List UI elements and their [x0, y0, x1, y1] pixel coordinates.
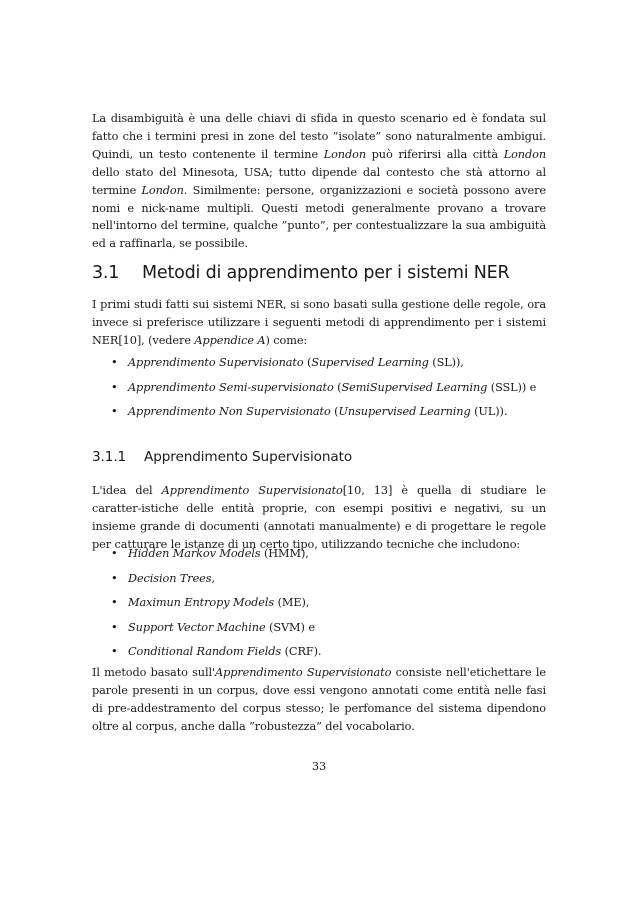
item-term-english: Unsupervised Learning: [338, 405, 471, 418]
bullet-icon: •: [111, 380, 118, 394]
appendix-reference: Appendice A: [194, 333, 266, 347]
text-span: (: [333, 380, 342, 394]
item-term: Apprendimento Non Supervisionato: [128, 405, 331, 418]
text-span: . Similmente: persone, organizzazioni e società possono avere nomi e nick-name multipli. Questi metodi generalmente provano a trovare nell'intorno del termine, qualche ”punto”, per contestualizzare la sua ambiguità ed a raffinarla, se possibile.: [92, 183, 546, 251]
text-span: ,: [211, 571, 215, 585]
text-span: La disambiguità è una delle chiavi di sfida in questo scenario ed è fondata sul fatto che i termini presi in zone del testo ”isolate” sono naturalmente ambigui. Quindi, un testo contenente il termine: [92, 112, 546, 161]
bullet-icon: •: [111, 356, 118, 369]
text-span: (SVM) e: [265, 620, 315, 634]
list-item: [92, 379, 546, 404]
list-item: [92, 403, 546, 428]
techniques-list: [92, 545, 546, 668]
term-london: London: [503, 147, 546, 161]
list-item: [92, 619, 546, 644]
text-span: (SSL)) e: [487, 380, 537, 394]
item-term: Apprendimento Semi-supervisionato: [128, 380, 334, 394]
text-span: è quella di studiare le caratter-istiche delle entità proprie, con esempi positivi e negativi, su un insieme grande di documenti (annotati manualmente) e di progettare le regole per catturare le istanze di un certo tipo, utilizzando tecniche che includono:: [92, 484, 546, 551]
list-item: [92, 545, 546, 570]
bullet-icon: •: [111, 596, 118, 609]
citation-link[interactable]: [10]: [118, 333, 142, 347]
item-term: Maximun Entropy Models: [128, 596, 275, 609]
item-term: Support Vector Machine: [128, 620, 266, 634]
bullet-icon: •: [111, 645, 118, 658]
section-number: 3.1: [92, 263, 120, 283]
text-span: , (vedere: [141, 333, 195, 347]
subsection-number: 3.1.1: [92, 449, 127, 465]
term-london: London: [323, 147, 366, 161]
item-term: Hidden Markov Models: [128, 547, 261, 560]
section-heading: [92, 262, 546, 284]
text-span: (HMM),: [260, 547, 309, 560]
text-span: L'idea del: [92, 484, 162, 497]
subsection-heading: [92, 448, 546, 466]
bullet-icon: •: [111, 405, 118, 418]
item-term-english: SemiSupervised Learning: [341, 380, 488, 394]
list-item: [92, 570, 546, 595]
text-span: (UL)).: [470, 405, 508, 418]
item-term-english: Supervised Learning: [311, 356, 429, 369]
paragraph-supervised-idea: [92, 482, 546, 554]
item-term: Conditional Random Fields: [128, 645, 282, 658]
text-span: ) come:: [265, 333, 308, 347]
text-span: (: [330, 405, 339, 418]
bullet-icon: •: [111, 571, 118, 585]
text-span: (CRF).: [281, 645, 322, 658]
paragraph-disambiguation: [92, 110, 546, 253]
text-span: Il metodo basato sull': [92, 666, 216, 679]
subsection-title: Apprendimento Supervisionato: [144, 449, 353, 465]
italic-term: Apprendimento Supervisionato: [161, 484, 343, 497]
page-number: 33: [311, 760, 327, 773]
citation-link[interactable]: [10, 13]: [342, 484, 393, 497]
paragraph-supervised-method: [92, 664, 546, 736]
list-item: [92, 354, 546, 379]
text-span: (SL)),: [428, 356, 464, 369]
text-span: dello stato del Minesota, USA; tutto dipende dal contesto che stà attorno al termine: [92, 165, 546, 197]
text-span: I primi studi fatti sui sistemi NER, si sono basati sulla gestione delle regole, ora invece si preferisce utilizzare i seguenti metodi di apprendimento per i sistemi NER: [92, 298, 546, 347]
term-london: London: [141, 183, 184, 197]
text-span: (ME),: [274, 596, 310, 609]
text-span: può riferirsi alla città: [366, 147, 504, 161]
item-term: Apprendimento Supervisionato: [128, 356, 304, 369]
section-title: Metodi di apprendimento per i sistemi NER: [142, 263, 510, 283]
bullet-icon: •: [111, 620, 118, 634]
text-span: (: [303, 356, 312, 369]
list-item: [92, 594, 546, 619]
text-span: consiste nell'etichettare le parole presenti in un corpus, dove essi vengono annotati come entità nelle fasi di pre-addestramento del corpus stesso; le perfomance del sistema dipendono oltre al corpus, anche dalla ”robustezza” del vocabolario.: [92, 666, 546, 733]
bullet-icon: •: [111, 547, 118, 560]
paragraph-ner-methods: [92, 296, 546, 350]
learning-methods-list: [92, 354, 546, 428]
italic-term: Apprendimento Supervisionato: [215, 666, 392, 679]
item-term: Decision Trees: [128, 571, 212, 585]
